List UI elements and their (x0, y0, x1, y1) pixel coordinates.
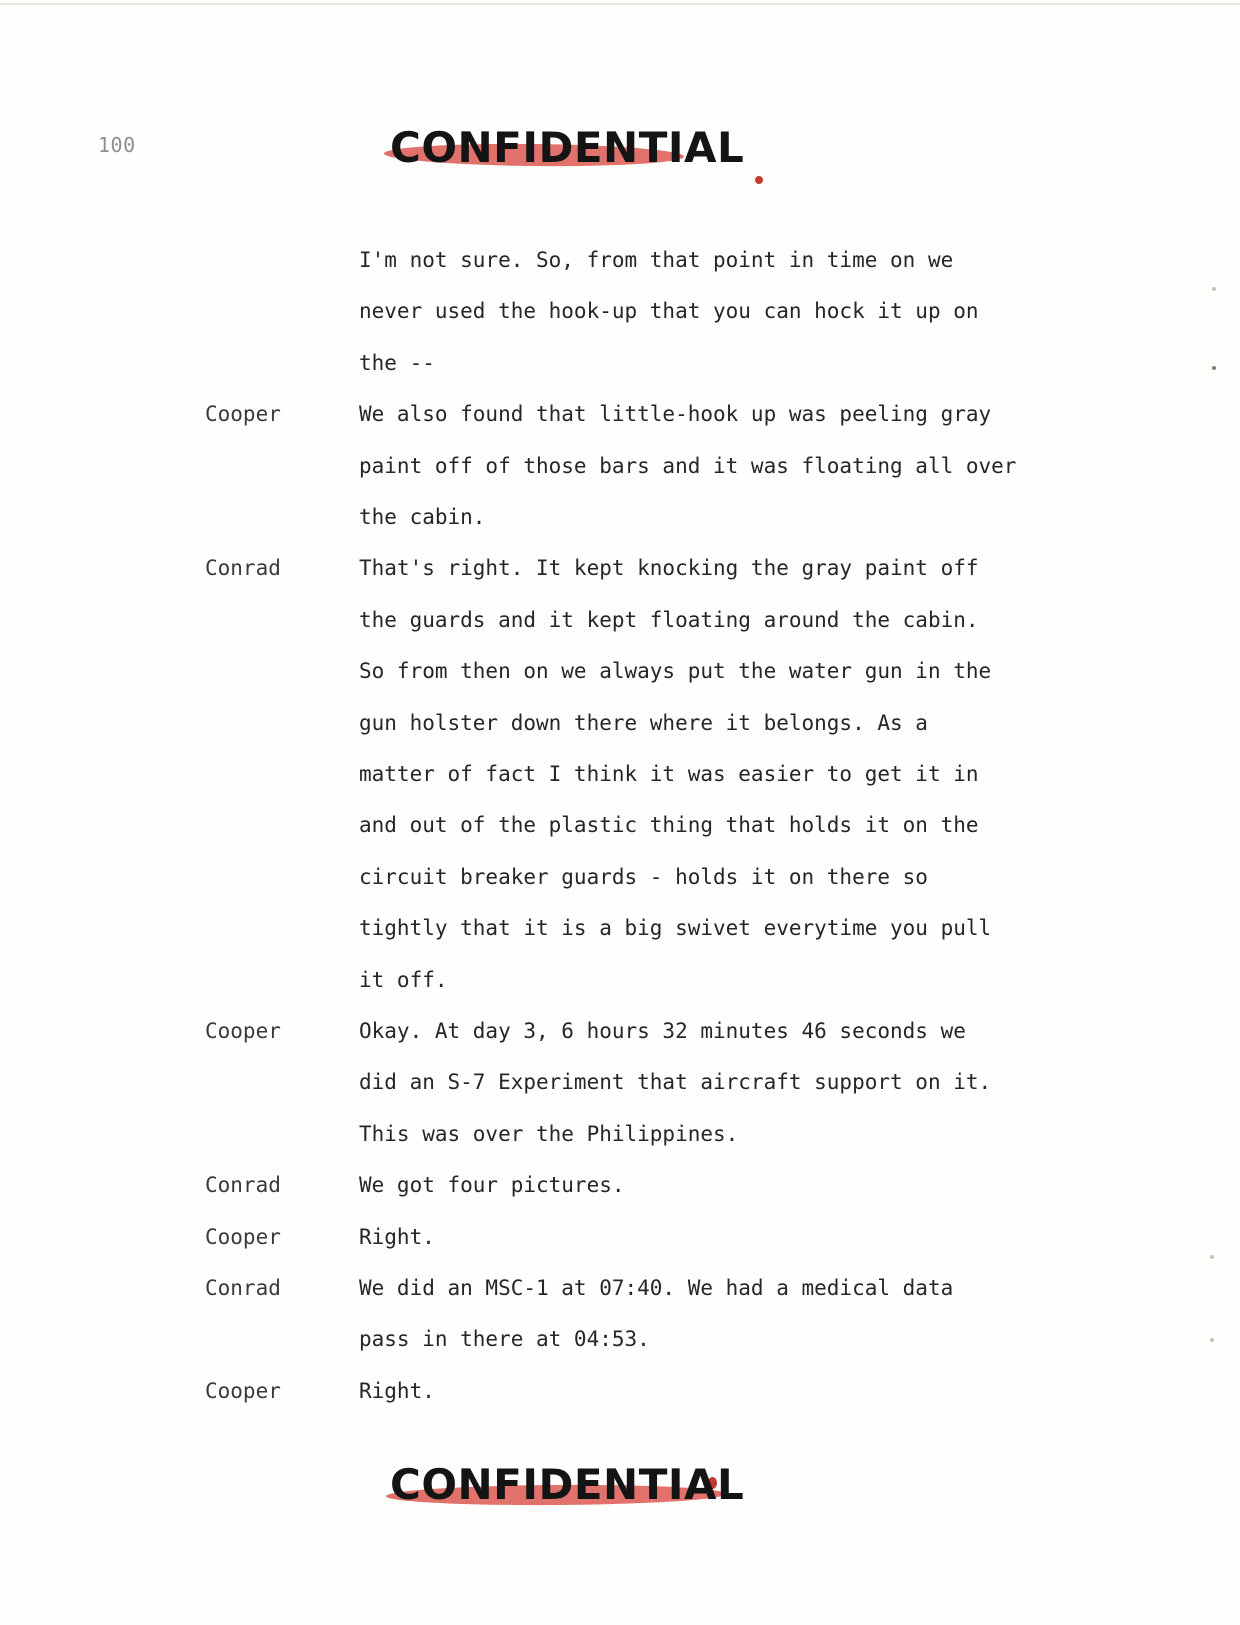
transcript-line: did an S-7 Experiment that aircraft support on it. (359, 1070, 992, 1094)
footer-stamp-text: CONFIDENTIAL (390, 1460, 745, 1509)
transcript-line: We did an MSC-1 at 07:40. We had a medical data (359, 1276, 954, 1300)
page-number: 100 (98, 133, 136, 157)
transcript-line: it off. (359, 968, 448, 992)
speaker-label: Conrad (205, 1173, 281, 1197)
footer-confidential-stamp (390, 1455, 745, 1515)
transcript-line: the -- (359, 351, 435, 375)
transcript-line: paint off of those bars and it was floating all over (359, 454, 1017, 478)
speaker-label: Conrad (205, 1276, 281, 1300)
transcript-line: the guards and it kept floating around the cabin. (359, 608, 979, 632)
transcript-line: Right. (359, 1379, 435, 1403)
page-top-edge (0, 3, 1240, 5)
transcript-line: gun holster down there where it belongs. As a (359, 711, 928, 735)
transcript-line: We also found that little-hook up was peeling gray (359, 402, 992, 426)
speaker-label: Cooper (205, 1225, 281, 1249)
transcript-line: and out of the plastic thing that holds it on the (359, 813, 979, 837)
transcript-line: This was over the Philippines. (359, 1122, 739, 1146)
transcript-line: pass in there at 04:53. (359, 1327, 650, 1351)
paper-speck (1210, 1338, 1214, 1342)
transcript-line: circuit breaker guards - holds it on there so (359, 865, 928, 889)
transcript-line: So from then on we always put the water gun in the (359, 659, 992, 683)
speaker-label: Cooper (205, 1019, 281, 1043)
paper-speck (1212, 366, 1216, 370)
speaker-label: Conrad (205, 556, 281, 580)
paper-speck (1210, 1255, 1214, 1259)
transcript-line: I'm not sure. So, from that point in time on we (359, 248, 954, 272)
header-confidential-stamp (390, 118, 745, 178)
transcript-line: That's right. It kept knocking the gray paint off (359, 556, 979, 580)
transcript-line: We got four pictures. (359, 1173, 625, 1197)
transcript-line: Okay. At day 3, 6 hours 32 minutes 46 seconds we (359, 1019, 966, 1043)
stamp-ink-dot (755, 176, 763, 184)
transcript-line: the cabin. (359, 505, 486, 529)
header-stamp-text: CONFIDENTIAL (390, 123, 745, 172)
transcript-line: matter of fact I think it was easier to get it in (359, 762, 979, 786)
transcript-line: tightly that it is a big swivet everytime you pull (359, 916, 992, 940)
speaker-label: Cooper (205, 402, 281, 426)
transcript-line: never used the hook-up that you can hock it up on (359, 299, 979, 323)
speaker-label: Cooper (205, 1379, 281, 1403)
paper-speck (1212, 287, 1216, 291)
transcript-line: Right. (359, 1225, 435, 1249)
